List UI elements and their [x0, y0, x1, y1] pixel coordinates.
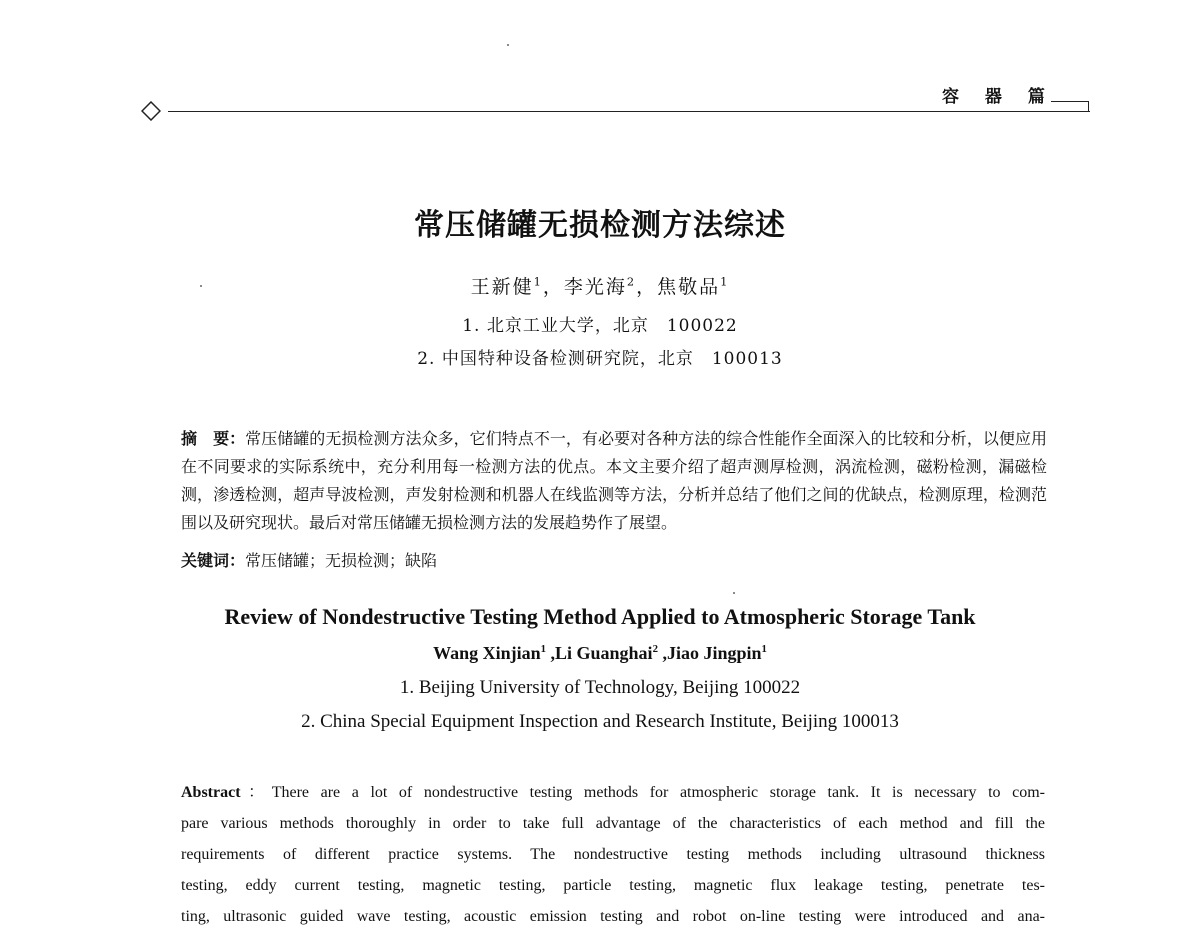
- author-name: 焦敬品: [657, 276, 721, 298]
- scan-speck: [507, 44, 509, 46]
- author-affil-marker: 1: [720, 274, 730, 289]
- authors-cn: [0, 272, 1200, 299]
- abstract-en-line: [181, 777, 1045, 808]
- abstract-en-line-text: ：There are a lot of nondestructive testing methods for atmospheric storage tank. It is necessary to com-: [240, 784, 1045, 801]
- affiliation-cn-1: 1. 北京工业大学，北京 100022: [462, 316, 738, 336]
- abstract-cn-label: 摘 要：: [181, 429, 246, 448]
- author-name: 王新健: [470, 276, 534, 298]
- paper-title-cn: 常压储罐无损检测方法综述: [414, 208, 786, 243]
- scan-speck: [733, 592, 735, 594]
- section-label: 容 器 篇: [942, 87, 1055, 107]
- abstract-en-line: pare various methods thoroughly in order to take full advantage of the characteristics of each method and fill the: [181, 815, 1045, 832]
- author-name: 李光海: [563, 276, 627, 298]
- abstract-en-line: requirements of different practice systems. The nondestructive testing methods including ultrasound thickness: [181, 846, 1045, 863]
- keywords-cn-label: 关键词：: [181, 551, 246, 570]
- author-separator: ，: [542, 276, 564, 298]
- author-affil-marker: 1: [533, 274, 543, 289]
- abstract-en-label: Abstract: [181, 784, 241, 801]
- abstract-cn: [181, 425, 1047, 537]
- keywords-cn-text: 常压储罐；无损检测；缺陷: [245, 551, 438, 570]
- author-affil-marker: 1: [761, 643, 767, 655]
- affiliation-cn-2: 2. 中国特种设备检测研究院，北京 100013: [417, 349, 783, 369]
- affiliation-en-1: 1. Beijing University of Technology, Beijing 100022: [399, 677, 801, 698]
- author-separator: ,: [657, 643, 667, 663]
- abstract-en-line: ting, ultrasonic guided wave testing, acoustic emission testing and robot on-line testing were introduced and ana-: [181, 908, 1045, 925]
- author-separator: ，: [636, 276, 658, 298]
- abstract-en: [181, 777, 1045, 932]
- author-affil-marker: 1: [540, 643, 547, 655]
- abstract-en-line: testing, eddy current testing, magnetic testing, particle testing, magnetic flux leakage testing, penetrate tes-: [181, 877, 1045, 894]
- abstract-cn-text: 常压储罐的无损检测方法众多，它们特点不一，有必要对各种方法的综合性能作全面深入的比较和分析，以便应用在不同要求的实际系统中，充分利用每一检测方法的优点。本文主要介绍了超声测厚检测，涡流检测，磁粉检测，漏磁检测，渗透检测，超声导波检测，声发射检测和机器人在线监测等方法，分析并总结了他们之间的优缺点，检测原理，检测范围以及研究现状。最后对常压储罐无损检测方法的发展趋势作了展望。: [181, 429, 1047, 532]
- keywords-cn: [181, 547, 1047, 575]
- header-tab-rule: [1051, 101, 1089, 112]
- diamond-icon: [141, 101, 161, 121]
- header-rule: [168, 111, 1090, 112]
- author-name: Li Guanghai: [555, 643, 653, 663]
- author-affil-marker: 2: [652, 643, 658, 655]
- paper-title-en: Review of Nondestructive Testing Method Applied to Atmospheric Storage Tank: [224, 604, 976, 629]
- author-separator: ,: [546, 643, 556, 663]
- author-name: Wang Xinjian: [433, 643, 541, 663]
- author-name: Jiao Jingpin: [666, 643, 762, 663]
- authors-en: [0, 643, 1200, 664]
- affiliation-en-2: 2. China Special Equipment Inspection and Research Institute, Beijing 100013: [301, 711, 899, 732]
- author-affil-marker: 2: [626, 274, 637, 289]
